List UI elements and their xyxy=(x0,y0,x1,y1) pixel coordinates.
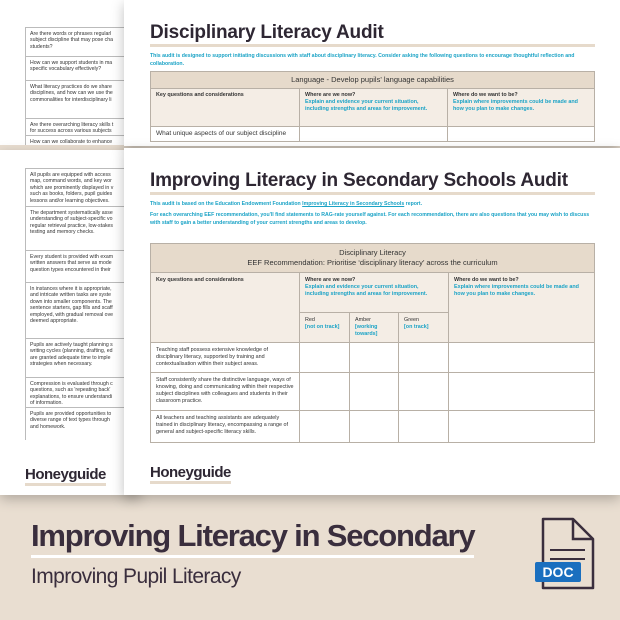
back-page-left-bottom xyxy=(0,150,140,495)
rag-red: Red [not on track] xyxy=(300,313,350,343)
table-row: The department systematically asse understanding of subject-specific vo regular retrieval practice, low-stakes testing and memory checks. xyxy=(25,206,140,250)
col-header-want: Where do we want to be? xyxy=(453,92,518,98)
col-header-now: Where are we now? xyxy=(305,277,356,283)
table-row: Are there overarching literacy skills t for success across various subjects xyxy=(25,118,140,135)
product-subtitle: Improving Pupil Literacy xyxy=(31,565,241,588)
table-row: How can we support students in ma specific vocabulary effectively? xyxy=(25,56,140,80)
title-rule xyxy=(150,192,595,195)
table-row: Are there words or phrases regularl subject discipline that may pose cha students? xyxy=(25,27,140,56)
table-row: Pupils are actively taught planning s writing cycles (planning, drafting, ed are granted adequate time to imple strategies when necessary. xyxy=(25,338,140,377)
page-title: Improving Literacy in Secondary Schools Audit xyxy=(150,170,568,191)
page-title: Disciplinary Literacy Audit xyxy=(150,22,384,43)
rag-cell[interactable] xyxy=(300,343,350,373)
intro-text-2: For each overarching EEF recommendation, you'll find statements to RAG-rate yourself against. For each recommendation, there are also questions that you may wish to discuss with staff to gain a better understanding of your current strengths and areas to develop. xyxy=(150,212,590,226)
notes-cell[interactable] xyxy=(449,373,595,411)
audit-table xyxy=(150,71,595,142)
table-row: What literacy practices do we share disciplines, and how can we use the commonalities for interdisciplinary li xyxy=(25,80,140,118)
col-desc-want: Explain where improvements could be made and how you plan to make changes. xyxy=(454,284,579,297)
notes-cell[interactable] xyxy=(449,343,595,373)
honeyguide-logo: Honeyguide xyxy=(25,466,106,483)
table-row: Teaching staff possess extensive knowledge of disciplinary literacy, supported by training and contextualisation within their subject areas. xyxy=(151,343,300,373)
table-row: In instances where it is appropriate, and intricate written tasks are syste down into smaller components. The sentence starters, gap fills and scaff employed, with gradual removal ove deemed appropriate. xyxy=(25,282,140,338)
table-row: What unique aspects of our subject discipline xyxy=(151,127,300,142)
back-page-left-top xyxy=(0,0,140,145)
rag-cell[interactable] xyxy=(399,343,449,373)
rag-green: Green [on track] xyxy=(399,313,449,343)
intro-text: This audit is designed to support initiating discussions with staff about disciplinary literacy. Consider asking the following questions to encourage thoughtful reflection and collaboration. xyxy=(150,53,575,67)
col-desc-now: Explain and evidence your current situation, including strengths and areas for improvement. xyxy=(305,284,428,297)
col-header-questions: Key questions and considerations xyxy=(156,92,244,98)
table-row: Pupils are provided opportunities to diverse range of text types through and homework. xyxy=(25,407,140,440)
document-icon xyxy=(535,516,597,592)
rag-cell[interactable] xyxy=(350,343,399,373)
rag-cell[interactable] xyxy=(350,373,399,411)
rag-cell[interactable] xyxy=(300,411,350,443)
notes-cell[interactable] xyxy=(449,411,595,443)
table-row: All pupils are equipped with access map, command words, and key wor which are prominently displayed in v such as books, folders, pupil guides lessons and/or learning objectives. xyxy=(25,168,140,206)
table-row: Staff consistently share the distinctive language, ways of knowing, doing and communicating within their respective subject disciplines with colleagues and students in their classroom practice. xyxy=(151,373,300,411)
rag-cell[interactable] xyxy=(399,411,449,443)
col-header-now: Where are we now? xyxy=(305,92,356,98)
disciplinary-audit-page xyxy=(124,0,620,146)
table-header: Language - Develop pupils' language capabilities xyxy=(151,72,595,89)
table-row: All teachers and teaching assistants are adequately trained in disciplinary literacy, encompassing a range of general and subject-specific literacy skills. xyxy=(151,411,300,443)
audit-table xyxy=(150,243,595,443)
report-link[interactable]: Improving Literacy in Secondary Schools xyxy=(302,201,405,207)
product-title: Improving Literacy in Secondary xyxy=(31,518,474,558)
intro-text-1: This audit is based on the Education Endowment Foundation Improving Literacy in Secondary Schools report. xyxy=(150,201,423,207)
col-header-want: Where do we want to be? xyxy=(454,277,519,283)
rag-cell[interactable] xyxy=(399,373,449,411)
title-rule xyxy=(150,44,595,47)
secondary-audit-page xyxy=(124,148,620,495)
rag-cell[interactable] xyxy=(300,373,350,411)
honeyguide-logo: Honeyguide xyxy=(150,464,231,481)
col-header-questions: Key questions and considerations xyxy=(156,277,244,283)
col-desc-now: Explain and evidence your current situation, including strengths and areas for improvement. xyxy=(305,99,428,112)
doc-badge: DOC xyxy=(542,564,574,580)
table-row: How can we collaborate to enhance xyxy=(25,135,140,145)
col-desc-want: Explain where improvements could be made and how you plan to make changes. xyxy=(453,99,578,112)
rag-amber: Amber [working towards] xyxy=(350,313,399,343)
table-row: Every student is provided with exam written answers that serve as mode question types encountered in their xyxy=(25,250,140,282)
rag-cell[interactable] xyxy=(350,411,399,443)
table-row: Compression is evaluated through c questions, such as 'repeating back' explanations, to ensure understandi of information. xyxy=(25,377,140,407)
table-header: Disciplinary Literacy EEF Recommendation: Prioritise ‘disciplinary literacy’ across the curriculum xyxy=(151,244,595,273)
